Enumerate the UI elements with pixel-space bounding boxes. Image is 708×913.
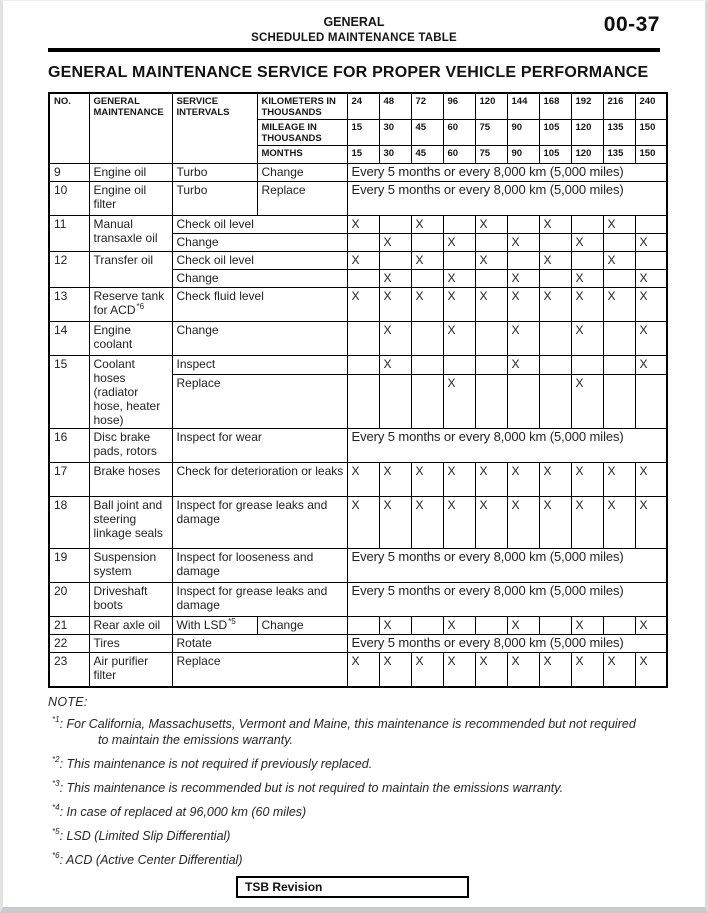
mark-cell: X bbox=[635, 322, 667, 356]
mark-cell: X bbox=[443, 497, 475, 549]
maintenance-item-cell: Suspension system bbox=[89, 549, 172, 583]
interval-value-header: 135 bbox=[603, 146, 635, 164]
table-row bbox=[49, 463, 667, 497]
mark-cell: X bbox=[507, 497, 539, 549]
service-interval-cell: Inspect bbox=[172, 356, 347, 375]
mark-cell: X bbox=[635, 463, 667, 497]
row-number-cell: 17 bbox=[49, 463, 89, 497]
mark-cell: X bbox=[347, 288, 379, 322]
mark-cell: X bbox=[347, 653, 379, 687]
mark-cell bbox=[539, 322, 571, 356]
mark-cell: X bbox=[443, 322, 475, 356]
service-interval-cell: Turbo bbox=[172, 164, 257, 182]
interval-value-header: 120 bbox=[571, 120, 603, 146]
service-interval-cell: Inspect for looseness and damage bbox=[172, 549, 347, 583]
maintenance-item-cell: Engine oil filter bbox=[89, 182, 172, 216]
mark-cell: X bbox=[603, 463, 635, 497]
interval-span-cell: Every 5 months or every 8,000 km (5,000 miles) bbox=[347, 182, 667, 216]
mark-cell: X bbox=[539, 288, 571, 322]
mark-cell: X bbox=[507, 617, 539, 635]
interval-value-header: 216 bbox=[603, 93, 635, 120]
row-number-cell: 15 bbox=[49, 356, 89, 429]
interval-value-header: 120 bbox=[571, 146, 603, 164]
maintenance-item-cell: Air purifier filter bbox=[89, 653, 172, 687]
footnote-1 bbox=[48, 716, 648, 748]
mark-cell bbox=[475, 234, 507, 252]
mark-cell bbox=[411, 356, 443, 375]
mark-cell bbox=[539, 270, 571, 288]
interval-value-header: 48 bbox=[379, 93, 411, 120]
tsb-revision-box: TSB Revision bbox=[236, 876, 469, 898]
footnote-text: : LSD (Limited Slip Differential) bbox=[59, 828, 231, 843]
mark-cell: X bbox=[571, 322, 603, 356]
mark-cell: X bbox=[539, 497, 571, 549]
mark-cell: X bbox=[603, 288, 635, 322]
mark-cell bbox=[603, 234, 635, 252]
interval-value-header: 45 bbox=[411, 146, 443, 164]
table-row bbox=[49, 288, 667, 322]
mark-cell: X bbox=[571, 617, 603, 635]
mark-cell bbox=[347, 270, 379, 288]
row-number-cell: 18 bbox=[49, 497, 89, 549]
mark-cell: X bbox=[411, 463, 443, 497]
mark-cell: X bbox=[347, 216, 379, 234]
table-row bbox=[49, 252, 667, 270]
row-number-cell: 23 bbox=[49, 653, 89, 687]
mark-cell: X bbox=[347, 252, 379, 270]
mark-cell: X bbox=[347, 497, 379, 549]
row-number-cell: 20 bbox=[49, 583, 89, 617]
interval-value-header: 240 bbox=[635, 93, 667, 120]
interval-value-header: 150 bbox=[635, 146, 667, 164]
mark-cell: X bbox=[411, 216, 443, 234]
header-rule bbox=[48, 48, 660, 52]
mark-cell bbox=[347, 356, 379, 375]
interval-value-header: 105 bbox=[539, 146, 571, 164]
service-interval-cell: Inspect for wear bbox=[172, 429, 347, 463]
maintenance-item-cell: Tires bbox=[89, 635, 172, 653]
table-row bbox=[49, 429, 667, 463]
mark-cell bbox=[379, 216, 411, 234]
mark-cell: X bbox=[507, 288, 539, 322]
mark-cell bbox=[347, 374, 379, 428]
mark-cell: X bbox=[379, 497, 411, 549]
mark-cell: X bbox=[635, 356, 667, 375]
service-interval-cell: Check fluid level bbox=[172, 288, 347, 322]
mark-cell bbox=[411, 322, 443, 356]
mark-cell: X bbox=[411, 497, 443, 549]
mark-cell bbox=[443, 216, 475, 234]
mark-cell bbox=[603, 617, 635, 635]
footnote-ref: *3 bbox=[52, 779, 60, 789]
service-interval-cell: Rotate bbox=[172, 635, 347, 653]
mark-cell: X bbox=[635, 497, 667, 549]
mark-cell: X bbox=[603, 216, 635, 234]
mark-cell: X bbox=[635, 270, 667, 288]
mark-cell bbox=[539, 234, 571, 252]
mark-cell bbox=[411, 617, 443, 635]
mark-cell: X bbox=[379, 234, 411, 252]
footnote-text: : This maintenance is not required if previously replaced. bbox=[59, 756, 373, 771]
mark-cell bbox=[475, 374, 507, 428]
footnote-text: : In case of replaced at 96,000 km (60 miles) bbox=[59, 804, 307, 819]
interval-value-header: 150 bbox=[635, 120, 667, 146]
mark-cell bbox=[635, 374, 667, 428]
mark-cell: X bbox=[507, 356, 539, 375]
footnote-text: : This maintenance is recommended but is not required to maintain the emissions warranty. bbox=[59, 780, 564, 795]
mark-cell bbox=[539, 374, 571, 428]
col-header-kilometers: KILOMETERS IN THOUSANDS bbox=[257, 93, 347, 120]
interval-value-header: 60 bbox=[443, 120, 475, 146]
maintenance-item-cell: Manual transaxle oil bbox=[89, 216, 172, 252]
table-row bbox=[49, 182, 667, 216]
mark-cell: X bbox=[411, 252, 443, 270]
interval-value-header: 15 bbox=[347, 146, 379, 164]
mark-cell bbox=[603, 270, 635, 288]
mark-cell bbox=[635, 216, 667, 234]
mark-cell: X bbox=[539, 216, 571, 234]
interval-value-header: 75 bbox=[475, 120, 507, 146]
mark-cell: X bbox=[571, 288, 603, 322]
maintenance-item-cell: Rear axle oil bbox=[89, 617, 172, 635]
footnote-ref: *2 bbox=[52, 755, 60, 765]
footnote-ref: *5 bbox=[228, 617, 236, 626]
mark-cell bbox=[539, 617, 571, 635]
mark-cell: X bbox=[539, 463, 571, 497]
mark-cell: X bbox=[475, 653, 507, 687]
mark-cell: X bbox=[443, 234, 475, 252]
footnote-ref: *6 bbox=[52, 851, 60, 861]
footnote-text: : ACD (Active Center Differential) bbox=[59, 852, 243, 867]
maintenance-table bbox=[48, 92, 668, 688]
service-interval-cell: Change bbox=[172, 322, 347, 356]
mark-cell: X bbox=[539, 252, 571, 270]
col-header-general-maintenance: GENERAL MAINTENANCE bbox=[89, 93, 172, 164]
footnote-text: : For California, Massachusetts, Vermont and Maine, this maintenance is recommended but not required to maintain the emissions warranty. bbox=[59, 716, 636, 747]
header-row-km bbox=[49, 93, 667, 120]
service-interval-cell: Check oil level bbox=[172, 252, 347, 270]
interval-value-header: 24 bbox=[347, 93, 379, 120]
mark-cell: X bbox=[443, 463, 475, 497]
mark-cell: X bbox=[347, 463, 379, 497]
mark-cell bbox=[507, 374, 539, 428]
col-header-no: NO. bbox=[49, 93, 89, 164]
table-row bbox=[49, 216, 667, 234]
mark-cell: X bbox=[411, 653, 443, 687]
mark-cell: X bbox=[507, 234, 539, 252]
maintenance-item-cell: Transfer oil bbox=[89, 252, 172, 288]
interval-value-header: 105 bbox=[539, 120, 571, 146]
mark-cell bbox=[347, 234, 379, 252]
mark-cell bbox=[379, 374, 411, 428]
mark-cell: X bbox=[539, 653, 571, 687]
service-interval-cell: Replace bbox=[172, 374, 347, 428]
maintenance-item-cell: Ball joint and steering linkage seals bbox=[89, 497, 172, 549]
service-interval-cell: Change bbox=[172, 270, 347, 288]
interval-value-header: 96 bbox=[443, 93, 475, 120]
maintenance-item-cell: Disc brake pads, rotors bbox=[89, 429, 172, 463]
mark-cell: X bbox=[635, 288, 667, 322]
mark-cell: X bbox=[379, 270, 411, 288]
mark-cell bbox=[443, 356, 475, 375]
mark-cell bbox=[379, 252, 411, 270]
mark-cell: X bbox=[571, 234, 603, 252]
footnote-4 bbox=[48, 804, 648, 820]
maintenance-item-cell: Engine coolant bbox=[89, 322, 172, 356]
mark-cell bbox=[443, 252, 475, 270]
interval-value-header: 90 bbox=[507, 120, 539, 146]
page-header bbox=[48, 1, 660, 52]
table-row bbox=[49, 322, 667, 356]
footnote-ref: *4 bbox=[52, 803, 60, 813]
table-row bbox=[49, 617, 667, 635]
service-interval-cell: Turbo bbox=[172, 182, 257, 216]
service-interval-cell: Inspect for grease leaks and damage bbox=[172, 583, 347, 617]
table-row bbox=[49, 549, 667, 583]
mark-cell: X bbox=[443, 374, 475, 428]
interval-span-cell: Every 5 months or every 8,000 km (5,000 miles) bbox=[347, 164, 667, 182]
interval-value-header: 120 bbox=[475, 93, 507, 120]
mark-cell: X bbox=[635, 653, 667, 687]
maintenance-item-cell: Reserve tank for ACD$^{*6}$ bbox=[89, 288, 172, 322]
section-title: SCHEDULED MAINTENANCE TABLE bbox=[251, 31, 457, 44]
footnote-2 bbox=[48, 756, 648, 772]
mark-cell: X bbox=[379, 463, 411, 497]
mark-cell bbox=[475, 356, 507, 375]
interval-action-cell: Change bbox=[257, 164, 347, 182]
mark-cell: X bbox=[475, 216, 507, 234]
interval-value-header: 45 bbox=[411, 120, 443, 146]
mark-cell: X bbox=[379, 653, 411, 687]
footnote-ref: *5 bbox=[52, 827, 60, 837]
maintenance-table-body bbox=[49, 164, 667, 687]
mark-cell: X bbox=[443, 617, 475, 635]
table-row bbox=[49, 164, 667, 182]
service-interval-cell: Replace bbox=[172, 653, 347, 687]
mark-cell bbox=[411, 234, 443, 252]
page-number: 00-37 bbox=[603, 13, 660, 36]
mark-cell bbox=[347, 322, 379, 356]
table-row bbox=[49, 653, 667, 687]
interval-value-header: 90 bbox=[507, 146, 539, 164]
mark-cell: X bbox=[475, 497, 507, 549]
interval-value-header: 60 bbox=[443, 146, 475, 164]
maintenance-item-cell: Brake hoses bbox=[89, 463, 172, 497]
col-header-service-intervals: SERVICE INTERVALS bbox=[172, 93, 257, 164]
mark-cell: X bbox=[443, 288, 475, 322]
row-number-cell: 12 bbox=[49, 252, 89, 288]
footnote-6 bbox=[48, 852, 648, 868]
interval-value-header: 168 bbox=[539, 93, 571, 120]
interval-action-cell: Change bbox=[257, 617, 347, 635]
mark-cell bbox=[475, 270, 507, 288]
service-interval-cell: Change bbox=[172, 234, 347, 252]
service-interval-cell: Inspect for grease leaks and damage bbox=[172, 497, 347, 549]
mark-cell: X bbox=[443, 653, 475, 687]
interval-span-cell: Every 5 months or every 8,000 km (5,000 miles) bbox=[347, 583, 667, 617]
maintenance-item-cell: Driveshaft boots bbox=[89, 583, 172, 617]
mark-cell: X bbox=[475, 288, 507, 322]
col-header-mileage: MILEAGE IN THOUSANDS bbox=[257, 120, 347, 146]
mark-cell bbox=[475, 322, 507, 356]
interval-span-cell: Every 5 months or every 8,000 km (5,000 miles) bbox=[347, 635, 667, 653]
row-number-cell: 13 bbox=[49, 288, 89, 322]
mark-cell bbox=[507, 252, 539, 270]
mark-cell: X bbox=[571, 653, 603, 687]
mark-cell bbox=[475, 617, 507, 635]
mark-cell: X bbox=[379, 356, 411, 375]
service-interval-cell: With LSD$^{*5}$ bbox=[172, 617, 257, 635]
table-row bbox=[49, 356, 667, 375]
mark-cell: X bbox=[571, 497, 603, 549]
interval-value-header: 144 bbox=[507, 93, 539, 120]
mark-cell bbox=[603, 374, 635, 428]
mark-cell: X bbox=[507, 653, 539, 687]
mark-cell: X bbox=[379, 322, 411, 356]
table-row bbox=[49, 635, 667, 653]
mark-cell: X bbox=[507, 463, 539, 497]
row-number-cell: 19 bbox=[49, 549, 89, 583]
col-header-months: MONTHS bbox=[257, 146, 347, 164]
mark-cell: X bbox=[603, 252, 635, 270]
mark-cell bbox=[603, 356, 635, 375]
mark-cell: X bbox=[603, 497, 635, 549]
mark-cell: X bbox=[379, 617, 411, 635]
mark-cell: X bbox=[475, 463, 507, 497]
footnote-3 bbox=[48, 780, 648, 796]
notes-section bbox=[48, 695, 648, 898]
mark-cell: X bbox=[507, 322, 539, 356]
interval-span-cell: Every 5 months or every 8,000 km (5,000 miles) bbox=[347, 549, 667, 583]
mark-cell: X bbox=[603, 653, 635, 687]
mark-cell bbox=[539, 356, 571, 375]
mark-cell bbox=[507, 216, 539, 234]
mark-cell bbox=[571, 356, 603, 375]
interval-value-header: 75 bbox=[475, 146, 507, 164]
interval-value-header: 15 bbox=[347, 120, 379, 146]
footnote-ref: *6 bbox=[136, 302, 145, 311]
row-number-cell: 9 bbox=[49, 164, 89, 182]
footnote-ref: *1 bbox=[52, 715, 60, 725]
chapter-title: GENERAL bbox=[323, 15, 385, 29]
mark-cell: X bbox=[475, 252, 507, 270]
mark-cell bbox=[571, 252, 603, 270]
mark-cell: X bbox=[507, 270, 539, 288]
service-interval-cell: Check for deterioration or leaks bbox=[172, 463, 347, 497]
interval-value-header: 30 bbox=[379, 120, 411, 146]
mark-cell: X bbox=[411, 288, 443, 322]
row-number-cell: 21 bbox=[49, 617, 89, 635]
row-number-cell: 10 bbox=[49, 182, 89, 216]
interval-value-header: 135 bbox=[603, 120, 635, 146]
mark-cell: X bbox=[635, 234, 667, 252]
mark-cell: X bbox=[571, 374, 603, 428]
interval-value-header: 30 bbox=[379, 146, 411, 164]
row-number-cell: 14 bbox=[49, 322, 89, 356]
table-row bbox=[49, 583, 667, 617]
interval-value-header: 192 bbox=[571, 93, 603, 120]
interval-value-header: 72 bbox=[411, 93, 443, 120]
mark-cell: X bbox=[443, 270, 475, 288]
interval-span-cell: Every 5 months or every 8,000 km (5,000 miles) bbox=[347, 429, 667, 463]
row-number-cell: 16 bbox=[49, 429, 89, 463]
footnote-5 bbox=[48, 828, 648, 844]
mark-cell bbox=[347, 617, 379, 635]
table-row bbox=[49, 497, 667, 549]
notes-label: NOTE: bbox=[48, 694, 88, 709]
row-number-cell: 11 bbox=[49, 216, 89, 252]
mark-cell bbox=[603, 322, 635, 356]
mark-cell bbox=[411, 374, 443, 428]
mark-cell: X bbox=[635, 617, 667, 635]
mark-cell: X bbox=[571, 463, 603, 497]
mark-cell bbox=[635, 252, 667, 270]
page-title: GENERAL MAINTENANCE SERVICE FOR PROPER VEHICLE PERFORMANCE bbox=[48, 64, 649, 81]
service-interval-cell: Check oil level bbox=[172, 216, 347, 234]
mark-cell bbox=[411, 270, 443, 288]
mark-cell: X bbox=[571, 270, 603, 288]
mark-cell bbox=[571, 216, 603, 234]
maintenance-table-head bbox=[49, 93, 667, 164]
interval-action-cell: Replace bbox=[257, 182, 347, 216]
maintenance-item-cell: Engine oil bbox=[89, 164, 172, 182]
row-number-cell: 22 bbox=[49, 635, 89, 653]
maintenance-item-cell: Coolant hoses (radiator hose, heater hose) bbox=[89, 356, 172, 429]
mark-cell: X bbox=[379, 288, 411, 322]
